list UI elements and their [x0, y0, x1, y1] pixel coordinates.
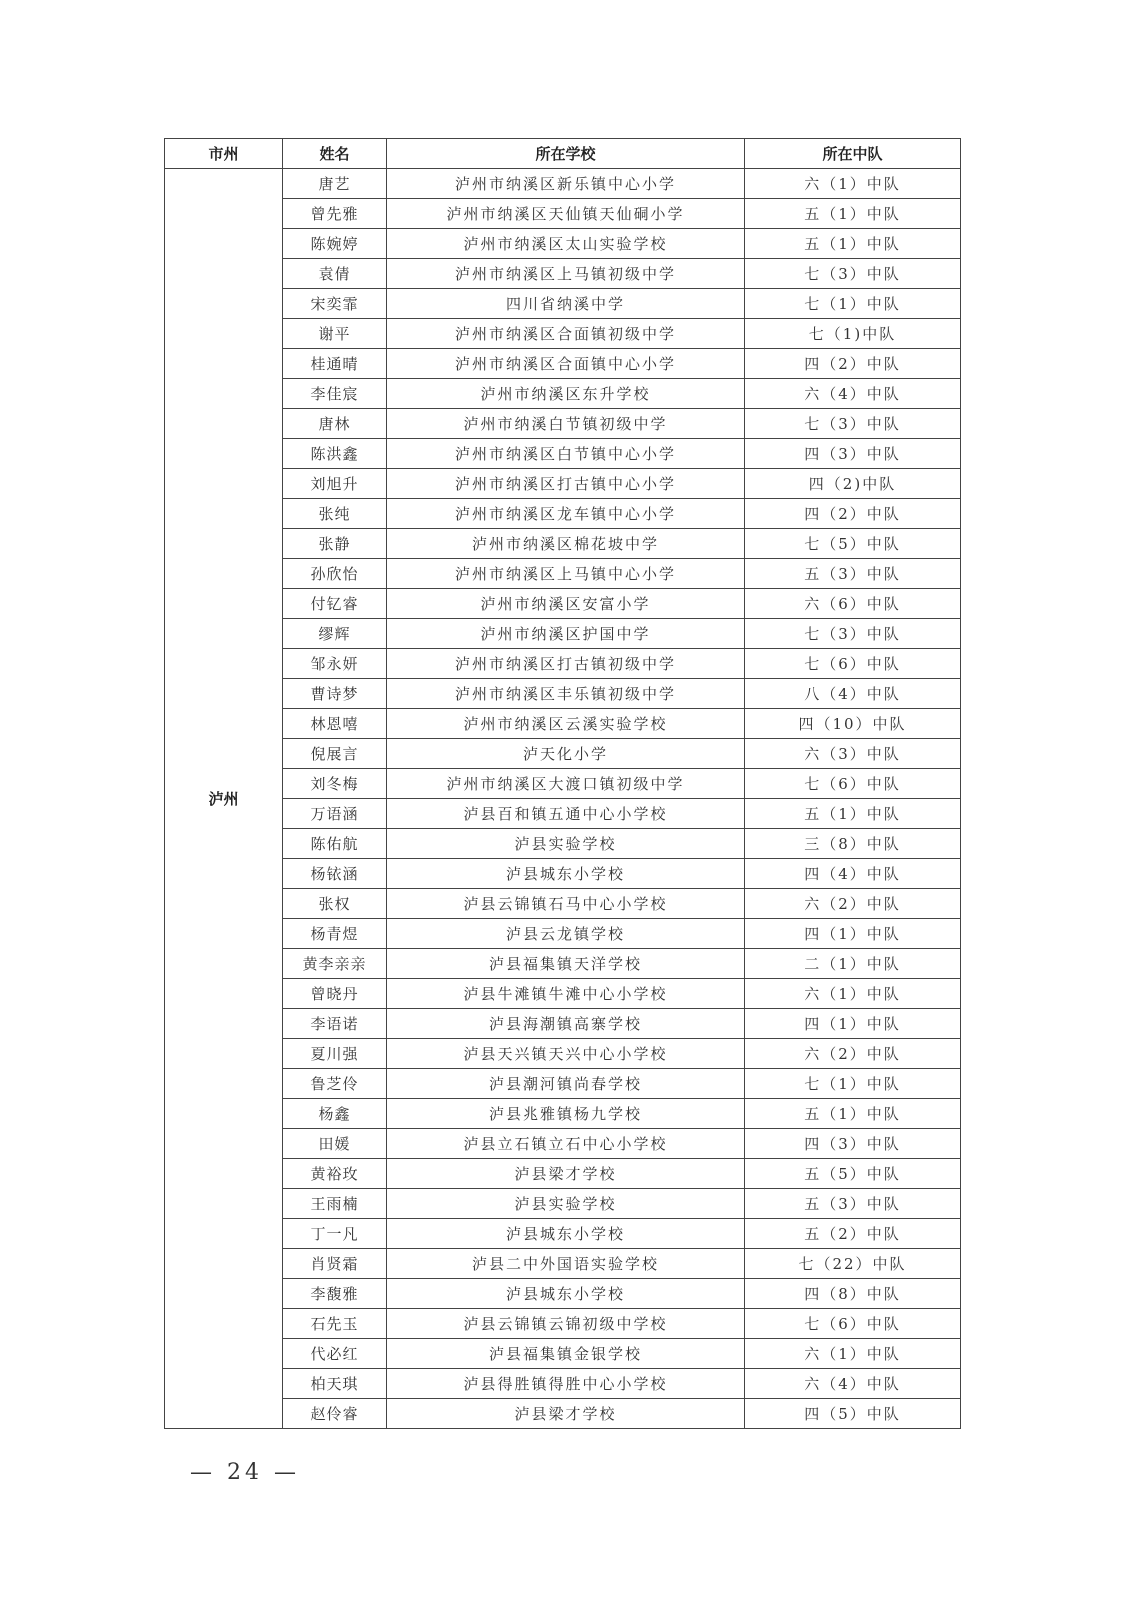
- name-cell: 唐艺: [283, 169, 387, 199]
- squad-cell: 五（3）中队: [745, 559, 961, 589]
- table-row: [165, 589, 961, 619]
- school-cell: 泸州市纳溪区天仙镇天仙硐小学: [387, 199, 745, 229]
- squad-cell: 六（3）中队: [745, 739, 961, 769]
- name-cell: 代必红: [283, 1339, 387, 1369]
- table-row: [165, 889, 961, 919]
- school-cell: 泸州市纳溪区打古镇初级中学: [387, 649, 745, 679]
- table-row: [165, 229, 961, 259]
- table-row: [165, 1219, 961, 1249]
- school-cell: 泸县实验学校: [387, 829, 745, 859]
- school-cell: 泸县潮河镇尚春学校: [387, 1069, 745, 1099]
- name-cell: 林恩嘻: [283, 709, 387, 739]
- table-row: [165, 769, 961, 799]
- table-row: [165, 1039, 961, 1069]
- school-cell: 泸州市纳溪区护国中学: [387, 619, 745, 649]
- roster-table: [164, 138, 961, 1429]
- squad-cell: 七（22）中队: [745, 1249, 961, 1279]
- squad-cell: 六（1）中队: [745, 1339, 961, 1369]
- table-row: [165, 949, 961, 979]
- squad-cell: 四（10）中队: [745, 709, 961, 739]
- name-cell: 曹诗梦: [283, 679, 387, 709]
- school-cell: 泸县梁才学校: [387, 1159, 745, 1189]
- school-cell: 泸州市纳溪区白节镇中心小学: [387, 439, 745, 469]
- squad-cell: 五（1）中队: [745, 799, 961, 829]
- school-cell: 泸州市纳溪区合面镇中心小学: [387, 349, 745, 379]
- table-row: [165, 649, 961, 679]
- header-squad: 所在中队: [745, 139, 961, 169]
- header-school: 所在学校: [387, 139, 745, 169]
- school-cell: 泸县天兴镇天兴中心小学校: [387, 1039, 745, 1069]
- school-cell: 泸州市纳溪区上马镇初级中学: [387, 259, 745, 289]
- table-row: [165, 199, 961, 229]
- school-cell: 泸州市纳溪区大渡口镇初级中学: [387, 769, 745, 799]
- table-row: [165, 1189, 961, 1219]
- squad-cell: 五（5）中队: [745, 1159, 961, 1189]
- squad-cell: 七（3）中队: [745, 619, 961, 649]
- school-cell: 泸州市纳溪区太山实验学校: [387, 229, 745, 259]
- squad-cell: 五（2）中队: [745, 1219, 961, 1249]
- header-city: 市州: [165, 139, 283, 169]
- table-row: [165, 679, 961, 709]
- squad-cell: 四（2)中队: [745, 469, 961, 499]
- squad-cell: 五（1）中队: [745, 199, 961, 229]
- school-cell: 泸县立石镇立石中心小学校: [387, 1129, 745, 1159]
- school-cell: 泸州市纳溪区新乐镇中心小学: [387, 169, 745, 199]
- name-cell: 王雨楠: [283, 1189, 387, 1219]
- school-cell: 泸县海潮镇高寨学校: [387, 1009, 745, 1039]
- school-cell: 泸州市纳溪区东升学校: [387, 379, 745, 409]
- school-cell: 泸州市纳溪白节镇初级中学: [387, 409, 745, 439]
- school-cell: 泸州市纳溪区棉花坡中学: [387, 529, 745, 559]
- school-cell: 泸州市纳溪区丰乐镇初级中学: [387, 679, 745, 709]
- table-row: [165, 1279, 961, 1309]
- header-row: [165, 139, 961, 169]
- squad-cell: 八（4）中队: [745, 679, 961, 709]
- school-cell: 泸县梁才学校: [387, 1399, 745, 1429]
- name-cell: 宋奕霏: [283, 289, 387, 319]
- school-cell: 泸州市纳溪区上马镇中心小学: [387, 559, 745, 589]
- name-cell: 杨青煜: [283, 919, 387, 949]
- school-cell: 泸县城东小学校: [387, 1279, 745, 1309]
- table-row: [165, 619, 961, 649]
- squad-cell: 五（1）中队: [745, 1099, 961, 1129]
- name-cell: 桂通晴: [283, 349, 387, 379]
- school-cell: 泸县城东小学校: [387, 1219, 745, 1249]
- table-row: [165, 739, 961, 769]
- squad-cell: 七（1）中队: [745, 289, 961, 319]
- table-header: [165, 139, 961, 169]
- name-cell: 唐林: [283, 409, 387, 439]
- squad-cell: 四（1）中队: [745, 1009, 961, 1039]
- table-row: [165, 559, 961, 589]
- school-cell: 泸县福集镇金银学校: [387, 1339, 745, 1369]
- name-cell: 孙欣怡: [283, 559, 387, 589]
- table-row: [165, 439, 961, 469]
- school-cell: 泸县百和镇五通中心小学校: [387, 799, 745, 829]
- squad-cell: 五（3）中队: [745, 1189, 961, 1219]
- name-cell: 柏天琪: [283, 1369, 387, 1399]
- name-cell: 缪辉: [283, 619, 387, 649]
- name-cell: 赵伶睿: [283, 1399, 387, 1429]
- school-cell: 泸县福集镇天洋学校: [387, 949, 745, 979]
- name-cell: 李馥雅: [283, 1279, 387, 1309]
- squad-cell: 七（6）中队: [745, 649, 961, 679]
- name-cell: 万语涵: [283, 799, 387, 829]
- school-cell: 泸县实验学校: [387, 1189, 745, 1219]
- squad-cell: 六（4）中队: [745, 1369, 961, 1399]
- squad-cell: 七（5）中队: [745, 529, 961, 559]
- table-row: [165, 829, 961, 859]
- squad-cell: 四（3）中队: [745, 439, 961, 469]
- squad-cell: 六（1）中队: [745, 979, 961, 1009]
- table-row: [165, 1399, 961, 1429]
- name-cell: 曾先雅: [283, 199, 387, 229]
- school-cell: 泸县云锦镇云锦初级中学校: [387, 1309, 745, 1339]
- name-cell: 曾晓丹: [283, 979, 387, 1009]
- table-row: [165, 289, 961, 319]
- squad-cell: 七（1)中队: [745, 319, 961, 349]
- table-row: [165, 1069, 961, 1099]
- squad-cell: 六（6）中队: [745, 589, 961, 619]
- school-cell: 泸县云龙镇学校: [387, 919, 745, 949]
- table-row: [165, 409, 961, 439]
- name-cell: 夏川强: [283, 1039, 387, 1069]
- name-cell: 鲁芝伶: [283, 1069, 387, 1099]
- name-cell: 陈佑航: [283, 829, 387, 859]
- school-cell: 四川省纳溪中学: [387, 289, 745, 319]
- table-row: [165, 979, 961, 1009]
- squad-cell: 七（1）中队: [745, 1069, 961, 1099]
- name-cell: 杨铱涵: [283, 859, 387, 889]
- table-row: [165, 1369, 961, 1399]
- name-cell: 田媛: [283, 1129, 387, 1159]
- squad-cell: 七（3）中队: [745, 259, 961, 289]
- squad-cell: 七（6）中队: [745, 769, 961, 799]
- table-row: [165, 1249, 961, 1279]
- school-cell: 泸州市纳溪区龙车镇中心小学: [387, 499, 745, 529]
- name-cell: 李佳宸: [283, 379, 387, 409]
- table-row: [165, 319, 961, 349]
- name-cell: 李语诺: [283, 1009, 387, 1039]
- name-cell: 黄李亲亲: [283, 949, 387, 979]
- name-cell: 陈洪鑫: [283, 439, 387, 469]
- table-row: [165, 919, 961, 949]
- header-name: 姓名: [283, 139, 387, 169]
- name-cell: 杨鑫: [283, 1099, 387, 1129]
- table-row: [165, 169, 961, 199]
- name-cell: 袁倩: [283, 259, 387, 289]
- table-row: [165, 1339, 961, 1369]
- page-number: — 24 —: [190, 1460, 300, 1485]
- table-row: [165, 469, 961, 499]
- table-row: [165, 1129, 961, 1159]
- school-cell: 泸州市纳溪区合面镇初级中学: [387, 319, 745, 349]
- school-cell: 泸州市纳溪区云溪实验学校: [387, 709, 745, 739]
- table-row: [165, 349, 961, 379]
- school-cell: 泸州市纳溪区打古镇中心小学: [387, 469, 745, 499]
- school-cell: 泸县城东小学校: [387, 859, 745, 889]
- table-row: [165, 259, 961, 289]
- name-cell: 张纯: [283, 499, 387, 529]
- name-cell: 张权: [283, 889, 387, 919]
- table-row: [165, 799, 961, 829]
- name-cell: 邹永妍: [283, 649, 387, 679]
- table-row: [165, 709, 961, 739]
- table-body: [165, 169, 961, 1429]
- table-row: [165, 529, 961, 559]
- squad-cell: 四（3）中队: [745, 1129, 961, 1159]
- school-cell: 泸县二中外国语实验学校: [387, 1249, 745, 1279]
- squad-cell: 七（6）中队: [745, 1309, 961, 1339]
- name-cell: 陈婉婷: [283, 229, 387, 259]
- name-cell: 刘冬梅: [283, 769, 387, 799]
- name-cell: 刘旭升: [283, 469, 387, 499]
- school-cell: 泸县兆雅镇杨九学校: [387, 1099, 745, 1129]
- squad-cell: 四（4）中队: [745, 859, 961, 889]
- squad-cell: 六（2）中队: [745, 1039, 961, 1069]
- school-cell: 泸县得胜镇得胜中心小学校: [387, 1369, 745, 1399]
- name-cell: 丁一凡: [283, 1219, 387, 1249]
- squad-cell: 五（1）中队: [745, 229, 961, 259]
- squad-cell: 四（5）中队: [745, 1399, 961, 1429]
- squad-cell: 四（2）中队: [745, 499, 961, 529]
- name-cell: 黄裕玫: [283, 1159, 387, 1189]
- table-row: [165, 379, 961, 409]
- school-cell: 泸县云锦镇石马中心小学校: [387, 889, 745, 919]
- school-cell: 泸天化小学: [387, 739, 745, 769]
- squad-cell: 六（2）中队: [745, 889, 961, 919]
- table-row: [165, 859, 961, 889]
- city-cell: 泸州: [165, 169, 283, 1429]
- table-row: [165, 1309, 961, 1339]
- squad-cell: 三（8）中队: [745, 829, 961, 859]
- squad-cell: 四（8）中队: [745, 1279, 961, 1309]
- table-row: [165, 1009, 961, 1039]
- squad-cell: 四（2）中队: [745, 349, 961, 379]
- squad-cell: 六（4）中队: [745, 379, 961, 409]
- table-row: [165, 1159, 961, 1189]
- name-cell: 石先玉: [283, 1309, 387, 1339]
- school-cell: 泸县牛滩镇牛滩中心小学校: [387, 979, 745, 1009]
- name-cell: 倪展言: [283, 739, 387, 769]
- squad-cell: 六（1）中队: [745, 169, 961, 199]
- squad-cell: 七（3）中队: [745, 409, 961, 439]
- squad-cell: 二（1）中队: [745, 949, 961, 979]
- name-cell: 肖贤霜: [283, 1249, 387, 1279]
- table-row: [165, 499, 961, 529]
- name-cell: 谢平: [283, 319, 387, 349]
- name-cell: 付钇睿: [283, 589, 387, 619]
- school-cell: 泸州市纳溪区安富小学: [387, 589, 745, 619]
- table-row: [165, 1099, 961, 1129]
- squad-cell: 四（1）中队: [745, 919, 961, 949]
- name-cell: 张静: [283, 529, 387, 559]
